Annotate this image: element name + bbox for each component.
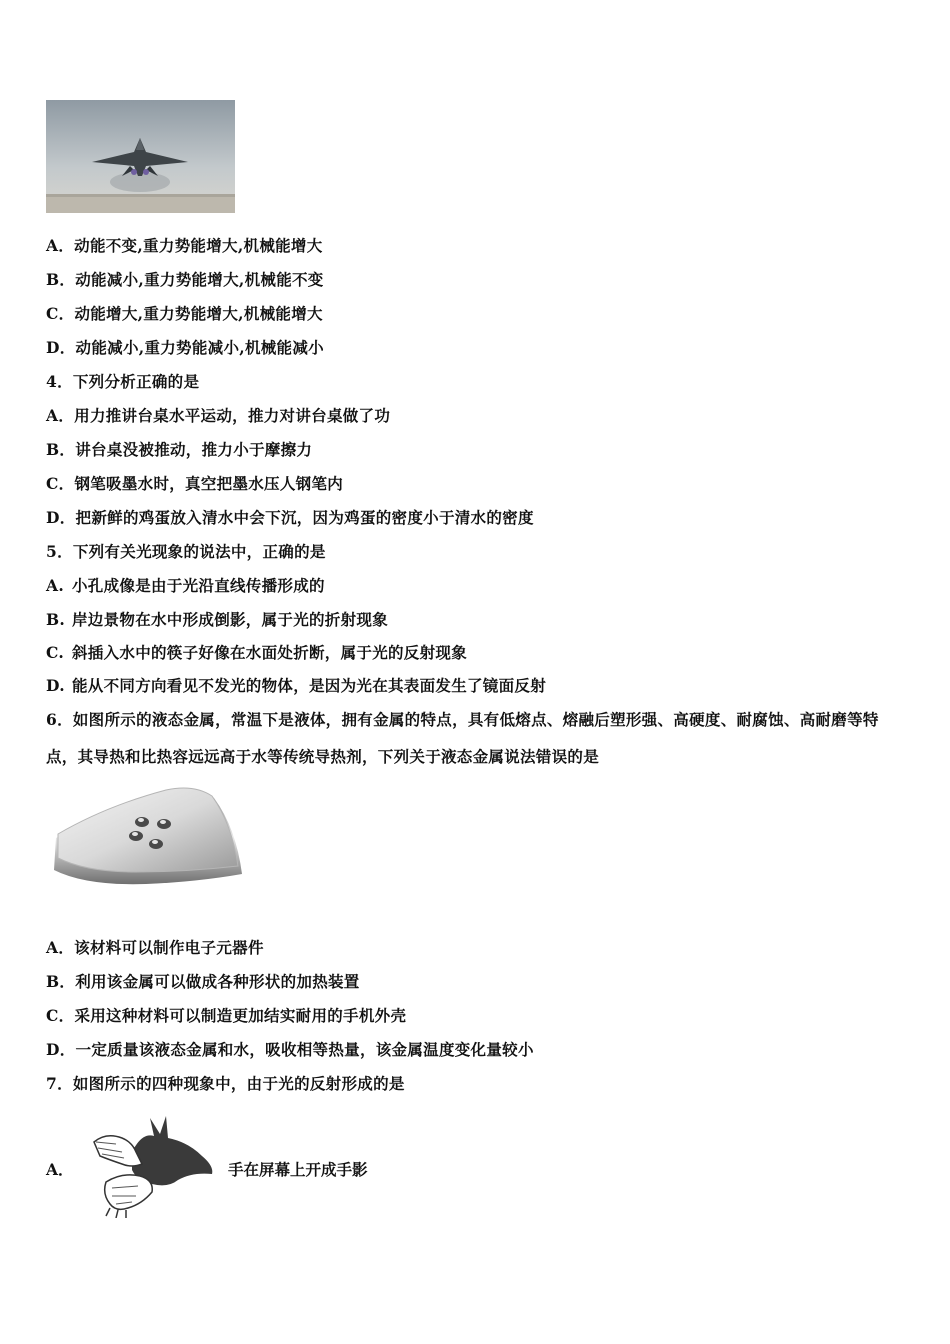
q5-option-a[interactable]	[46, 576, 325, 596]
q4-stem: 4．下列分析正确的是	[46, 372, 200, 391]
q6-option-d[interactable]	[46, 1040, 534, 1060]
fighter-jet-image	[46, 100, 235, 213]
option-text: 动能不变,重力势能增大,机械能增大	[74, 236, 323, 255]
q5-option-c[interactable]	[46, 643, 467, 663]
q6-stem-line2: 点，其导热和比热容远远高于水等传统导热剂，下列关于液态金属说法错误的是	[46, 747, 600, 766]
q5-option-d[interactable]	[46, 676, 546, 696]
option-label: D．	[46, 338, 76, 357]
hand-shadow-image	[92, 1112, 218, 1218]
q5-option-b[interactable]	[46, 610, 388, 630]
option-label: A．	[46, 406, 75, 425]
option-text: 斜插入水中的筷子好像在水面处折断，属于光的反射现象	[72, 643, 468, 662]
q7-option-a-caption: 手在屏幕上开成手影	[228, 1160, 368, 1179]
option-label: B．	[46, 270, 76, 289]
q7-option-a-label[interactable]: A．	[46, 1160, 74, 1179]
option-text: 把新鲜的鸡蛋放入清水中会下沉，因为鸡蛋的密度小于清水的密度	[75, 508, 534, 527]
option-text: 采用这种材料可以制造更加结实耐用的手机外壳	[74, 1006, 407, 1025]
option-text: 一定质量该液态金属和水，吸收相等热量，该金属温度变化量较小	[75, 1040, 534, 1059]
q4-option-d[interactable]	[46, 508, 534, 528]
option-text: 小孔成像是由于光沿直线传播形成的	[72, 576, 325, 595]
q7-stem: 7．如图所示的四种现象中，由于光的反射形成的是	[46, 1074, 405, 1093]
option-text: 动能减小,重力势能减小,机械能减小	[75, 338, 324, 357]
option-label: C．	[46, 1006, 75, 1025]
q4-option-c[interactable]	[46, 474, 343, 494]
q6-option-b[interactable]	[46, 972, 360, 992]
option-label: B．	[46, 972, 76, 991]
option-label: B.	[46, 610, 66, 629]
option-label: A．	[46, 938, 75, 957]
option-label: C．	[46, 304, 75, 323]
option-label: C．	[46, 474, 75, 493]
option-text: 岸边景物在水中形成倒影，属于光的折射现象	[72, 610, 389, 629]
q3-option-b[interactable]	[46, 270, 324, 290]
option-text: 动能减小,重力势能增大,机械能不变	[75, 270, 324, 289]
q4-option-b[interactable]	[46, 440, 312, 460]
q6-stem-line1: 6．如图所示的液态金属，常温下是液体，拥有金属的特点，具有低熔点、熔融后塑形强、高硬度、耐腐蚀、高耐磨等特	[46, 710, 879, 729]
option-label: D．	[46, 1040, 76, 1059]
option-label: A.	[46, 576, 65, 595]
q6-option-c[interactable]	[46, 1006, 406, 1026]
option-text: 钢笔吸墨水时，真空把墨水压人钢笔内	[74, 474, 344, 493]
option-label: A．	[46, 236, 75, 255]
option-label: B．	[46, 440, 76, 459]
option-label: C.	[46, 643, 65, 662]
q5-stem: 5．下列有关光现象的说法中，正确的是	[46, 542, 326, 561]
option-text: 利用该金属可以做成各种形状的加热装置	[75, 972, 360, 991]
q3-option-d[interactable]	[46, 338, 324, 358]
option-label: D.	[46, 676, 65, 695]
option-text: 用力推讲台桌水平运动，推力对讲台桌做了功	[74, 406, 391, 425]
q3-option-a[interactable]	[46, 236, 323, 256]
option-text: 讲台桌没被推动，推力小于摩擦力	[75, 440, 313, 459]
option-label: D．	[46, 508, 76, 527]
liquid-metal-image	[46, 778, 252, 900]
q6-option-a[interactable]	[46, 938, 264, 958]
q4-option-a[interactable]	[46, 406, 390, 426]
option-text: 动能增大,重力势能增大,机械能增大	[74, 304, 323, 323]
option-text: 该材料可以制作电子元器件	[74, 938, 264, 957]
q3-option-c[interactable]	[46, 304, 323, 324]
option-text: 能从不同方向看见不发光的物体，是因为光在其表面发生了镜面反射	[72, 676, 547, 695]
